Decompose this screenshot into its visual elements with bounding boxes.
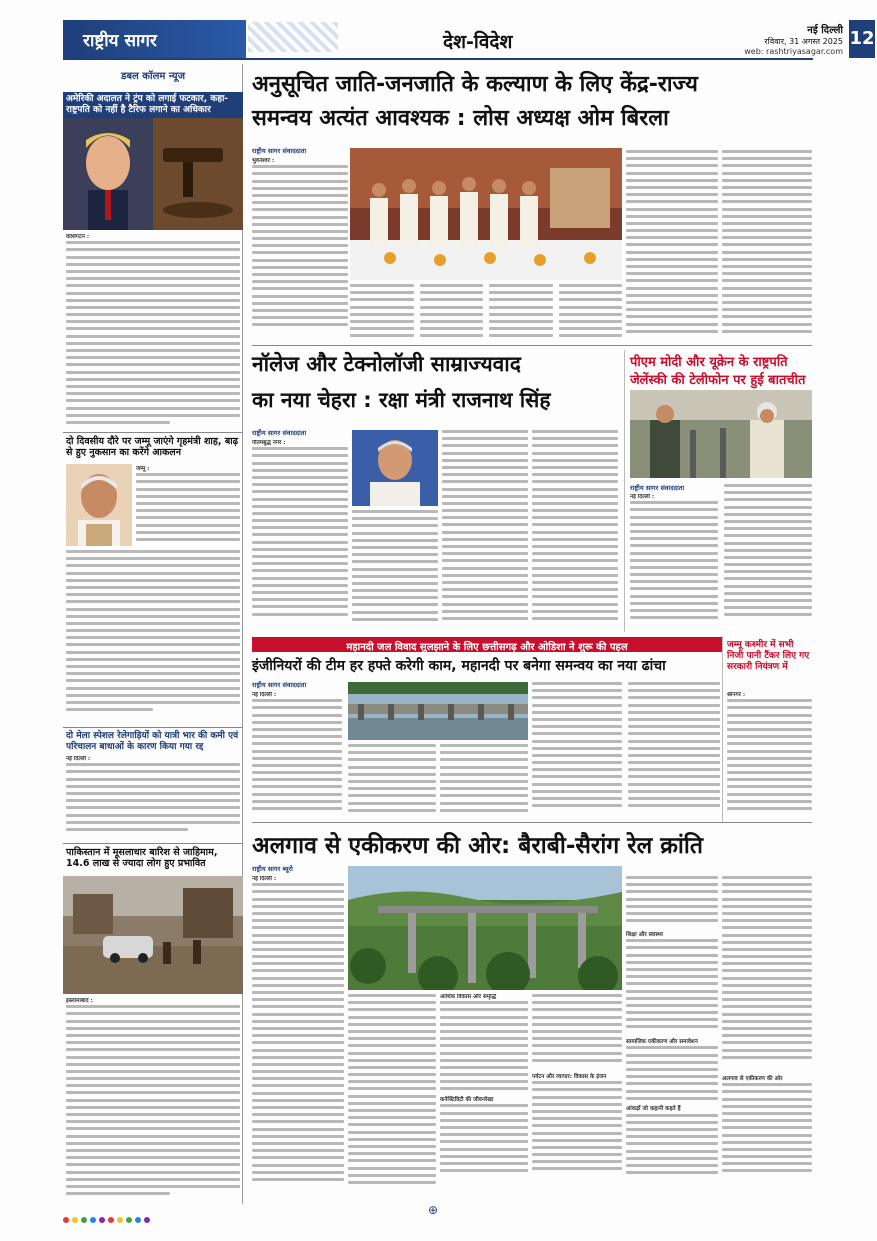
modi-body-col1 bbox=[630, 494, 718, 630]
mahanadi-body-col3 bbox=[440, 744, 528, 818]
rajnath-body-col4 bbox=[532, 430, 618, 630]
modi-body-col2 bbox=[724, 484, 812, 630]
mahanadi-body-col2 bbox=[348, 744, 436, 818]
story1-dateline: वाशिंगटन : bbox=[66, 234, 90, 240]
jammu-headline: जम्मू कश्मीर में सभी निजी पानी टैंकर लिए गए सरकारी नियंत्रण में bbox=[727, 640, 810, 672]
rail-subhead-economy: आर्थिक विकास और समृद्धि bbox=[440, 994, 497, 1000]
masthead-pattern-icon bbox=[248, 22, 338, 52]
story4-headline: पाकिस्तान में मूसलाधार बारिश से जाहिमाम, 14.6 लाख से ज्यादा लोग हुए प्रभावित bbox=[66, 847, 218, 869]
lead-dateline: भुवनेश्वर : bbox=[252, 158, 275, 164]
lead-body-col3 bbox=[626, 150, 718, 340]
modi-zelensky-photo bbox=[630, 390, 812, 478]
mahanadi-body-col4 bbox=[532, 682, 622, 818]
mahanadi-kicker: महानदी जल विवाद सुलझाने के लिए छत्तीसगढ़ और ओडिशा ने शुरू की पहल bbox=[252, 637, 722, 652]
pakistan-flood-photo bbox=[63, 876, 243, 994]
story3-dateline: नई दिल्ली : bbox=[66, 756, 91, 762]
modi-dateline: नई दिल्ली : bbox=[630, 494, 655, 500]
story1-body bbox=[66, 234, 240, 430]
story2-body bbox=[66, 550, 240, 720]
rail-byline: राष्ट्रीय सागर ब्यूरो bbox=[252, 865, 293, 873]
lead-body-under-photo bbox=[350, 284, 622, 342]
lead-headline-line1: अनुसूचित जाति-जनजाति के कल्याण के लिए केंद्र-राज्य bbox=[252, 72, 698, 97]
rail-subhead-kanektiviti: कनेक्टिविटी की जीवनरेखा bbox=[440, 1097, 494, 1104]
rail-body-col6 bbox=[722, 876, 812, 1196]
bairabi-sairang-bridge-photo bbox=[348, 866, 622, 990]
lead-body-col4 bbox=[722, 150, 812, 340]
modi-byline: राष्ट्रीय सागर संवाददाता bbox=[630, 484, 685, 492]
story4-body bbox=[66, 998, 240, 1204]
modi-headline-line2: जेलेंस्की की टेलीफोन पर हुई बातचीत bbox=[630, 373, 806, 388]
rail-body-col4 bbox=[532, 994, 622, 1196]
lead-byline: राष्ट्रीय सागर संवाददाता bbox=[252, 147, 307, 155]
rail-subhead-tourism: पर्यटन और व्यापार: विकास के इंजन bbox=[532, 1074, 607, 1080]
rail-subhead-social: सामाजिक एकीकरण और समावेशन bbox=[626, 1039, 698, 1046]
section-title: देश-विदेश bbox=[443, 31, 513, 53]
page-number: 12 bbox=[849, 20, 875, 58]
rail-body-col1 bbox=[252, 876, 344, 1196]
jammu-body bbox=[727, 692, 812, 818]
rail-subhead-education: शिक्षा और स्वास्थ्य bbox=[626, 932, 663, 938]
lead-body-col1 bbox=[252, 158, 348, 340]
paper-name: राष्ट्रीय सागर bbox=[63, 20, 246, 58]
registration-mark-icon: ⊕ bbox=[428, 1203, 439, 1217]
story2-dateline: जम्मू : bbox=[136, 466, 150, 472]
rail-subhead-data: आंकड़ों जो कहानी कहते हैं bbox=[626, 1106, 681, 1113]
mahanadi-byline: राष्ट्रीय सागर संवाददाता bbox=[252, 681, 307, 689]
mahanadi-body-col1 bbox=[252, 692, 342, 818]
rajnath-byline: राष्ट्रीय सागर संवाददाता bbox=[252, 429, 307, 437]
rail-dateline: नई दिल्ली : bbox=[252, 876, 277, 882]
masthead bbox=[63, 20, 875, 60]
amit-shah-photo bbox=[66, 464, 132, 546]
rajnath-headline-line1: नॉलेज और टेक्नोलॉजी साम्राज्यवाद bbox=[252, 352, 521, 376]
rail-body-col3 bbox=[440, 994, 528, 1196]
story1-headline: अमेरिकी अदालत ने ट्रंप को लगाई फटकार, कहा-राष्ट्रपति को नहीं है टैरिफ लगाने का अधिकार bbox=[63, 92, 243, 118]
rajnath-body-col3 bbox=[442, 430, 528, 630]
mahanadi-body-col5 bbox=[628, 682, 720, 818]
website-text: web: rashtriyasagar.com bbox=[744, 47, 843, 56]
story3-headline: दो मेला स्पेशल रेलेगाड़ियों को यात्री भार की कमी एवं परिचालन बाधाओं के कारण किया गया रद्द bbox=[66, 731, 239, 752]
double-column-label: डबल कॉलम न्यूज bbox=[120, 71, 185, 82]
rajnath-body-col1 bbox=[252, 440, 348, 630]
story2-body-right bbox=[136, 466, 240, 546]
rail-headline: अलगाव से एकीकरण की ओर: बैराबी-सैरांग रेल क्रांति bbox=[252, 833, 703, 859]
trump-photo bbox=[63, 118, 243, 230]
story2-headline: दो दिवसीय दौरे पर जम्मू जाएंगे गृहमंत्री शाह, बाढ़ से हुए नुकसान का करेंगे आकलन bbox=[66, 436, 239, 458]
rail-body-col5 bbox=[626, 876, 718, 1196]
rajnath-singh-photo bbox=[352, 430, 438, 506]
story3-body bbox=[66, 756, 240, 836]
edition-date: रविवार, 31 अगस्त 2025 bbox=[764, 37, 843, 46]
story4-dateline: इस्लामाबाद : bbox=[66, 998, 93, 1004]
rajnath-headline-line2: का नया चेहरा : रक्षा मंत्री राजनाथ सिंह bbox=[252, 388, 551, 412]
mahanadi-dateline: नई दिल्ली : bbox=[252, 692, 277, 698]
rajnath-dateline: गौतमबुद्ध नगर : bbox=[252, 440, 286, 446]
edition-city: नई दिल्ली bbox=[807, 25, 843, 36]
lead-headline-line2: समन्वय अत्यंत आवश्यक : लोस अध्यक्ष ओम बिरला bbox=[252, 106, 669, 131]
rail-body-col2 bbox=[348, 994, 436, 1196]
jammu-dateline: श्रीनगर : bbox=[727, 692, 746, 698]
rajnath-body-col2 bbox=[352, 510, 438, 630]
om-birla-event-photo bbox=[350, 148, 622, 280]
modi-headline-line1: पीएम मोदी और यूक्रेन के राष्ट्रपति bbox=[630, 355, 788, 370]
rail-subhead-integration: अलगाव से एकीकरण की ओर bbox=[722, 1076, 783, 1082]
mahanadi-headline: इंजीनियरों की टीम हर हफ्ते करेगी काम, महानदी पर बनेगा समन्वय का नया ढांचा bbox=[252, 658, 666, 674]
mahanadi-dam-photo bbox=[348, 682, 528, 740]
